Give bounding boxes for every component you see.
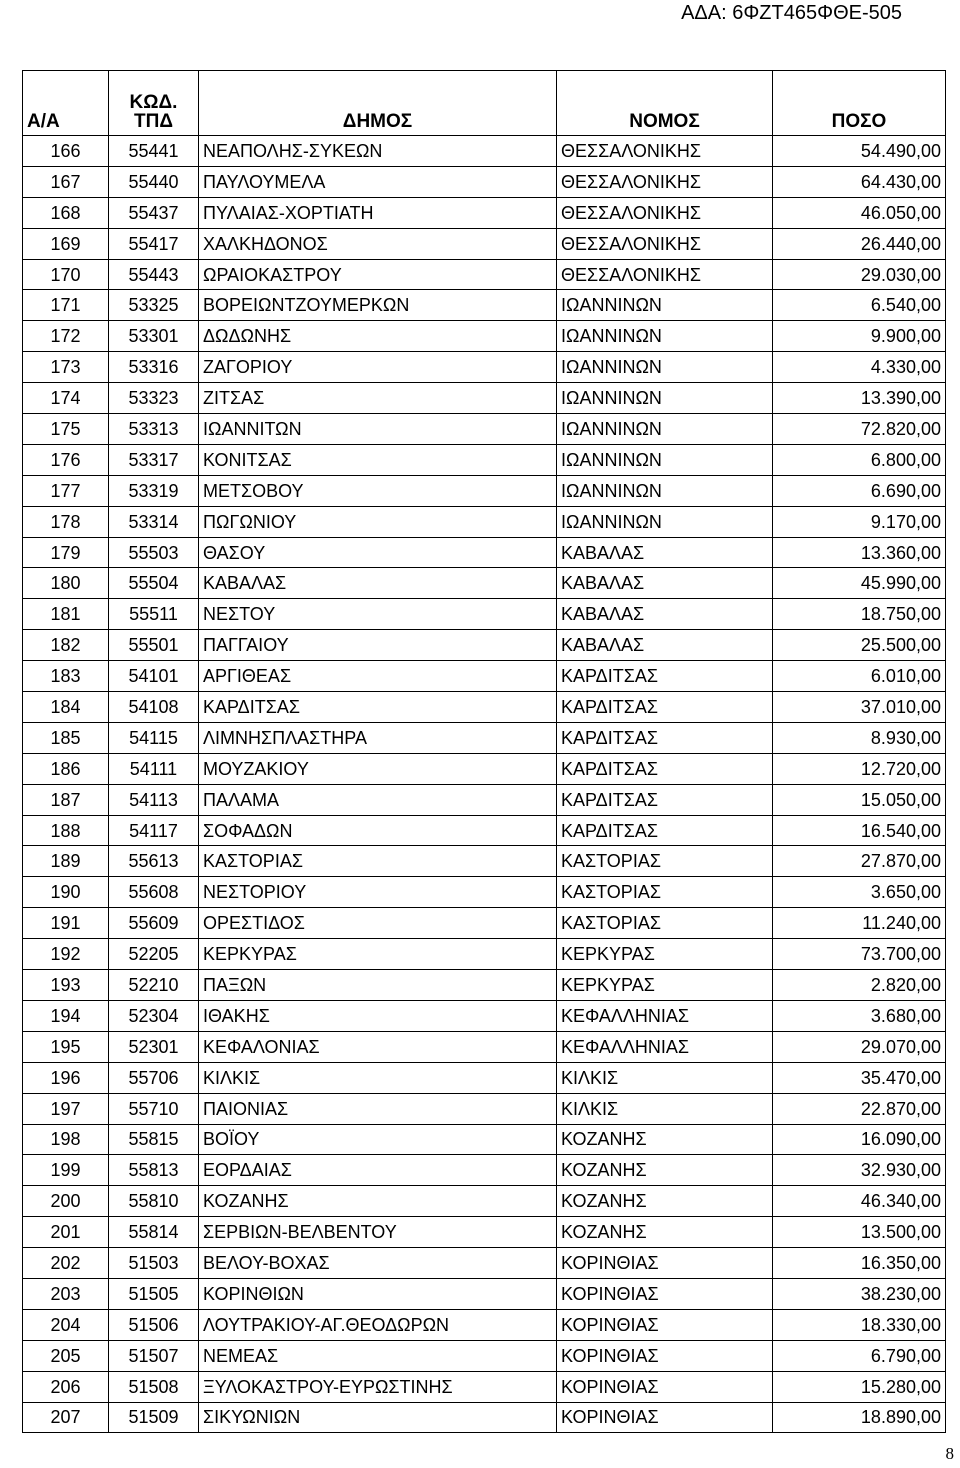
- table-row: [23, 136, 946, 167]
- cell-dimos: ΚΑΣΤΟΡΙΑΣ: [199, 846, 557, 877]
- column-header-poso: ΠΟΣΟ: [773, 71, 946, 136]
- cell-nomos: ΚΟΡΙΝΘΙΑΣ: [557, 1371, 773, 1402]
- table-row: [23, 939, 946, 970]
- cell-poso: 8.930,00: [773, 722, 946, 753]
- cell-poso: 15.280,00: [773, 1371, 946, 1402]
- cell-code: 55814: [109, 1217, 199, 1248]
- cell-aa: 201: [23, 1217, 109, 1248]
- cell-poso: 18.330,00: [773, 1309, 946, 1340]
- cell-code: 55437: [109, 197, 199, 228]
- cell-aa: 177: [23, 475, 109, 506]
- cell-code: 55511: [109, 599, 199, 630]
- cell-code: 55706: [109, 1062, 199, 1093]
- cell-aa: 175: [23, 414, 109, 445]
- cell-nomos: ΘΕΣΣΑΛΟΝΙΚΗΣ: [557, 228, 773, 259]
- table-row: [23, 1278, 946, 1309]
- cell-nomos: ΙΩΑΝΝΙΝΩΝ: [557, 506, 773, 537]
- cell-aa: 195: [23, 1031, 109, 1062]
- cell-code: 53325: [109, 290, 199, 321]
- cell-aa: 187: [23, 784, 109, 815]
- cell-dimos: ΙΘΑΚΗΣ: [199, 1000, 557, 1031]
- cell-nomos: ΚΑΣΤΟΡΙΑΣ: [557, 846, 773, 877]
- table-row: [23, 1371, 946, 1402]
- column-header-code-line1: ΚΩΔ.: [129, 92, 178, 113]
- header-row: [23, 71, 946, 136]
- table-header: [23, 71, 946, 136]
- cell-code: 51503: [109, 1248, 199, 1279]
- cell-dimos: ΛΙΜΝΗΣΠΛΑΣΤΗΡΑ: [199, 722, 557, 753]
- cell-poso: 16.090,00: [773, 1124, 946, 1155]
- cell-dimos: ΠΑΙΟΝΙΑΣ: [199, 1093, 557, 1124]
- cell-aa: 198: [23, 1124, 109, 1155]
- cell-nomos: ΘΕΣΣΑΛΟΝΙΚΗΣ: [557, 197, 773, 228]
- cell-nomos: ΚΑΡΔΙΤΣΑΣ: [557, 692, 773, 723]
- cell-aa: 171: [23, 290, 109, 321]
- cell-dimos: ΝΕΣΤΟΡΙΟΥ: [199, 877, 557, 908]
- cell-dimos: ΚΑΡΔΙΤΣΑΣ: [199, 692, 557, 723]
- cell-nomos: ΚΟΡΙΝΘΙΑΣ: [557, 1248, 773, 1279]
- cell-code: 55609: [109, 908, 199, 939]
- cell-code: 55443: [109, 259, 199, 290]
- cell-poso: 32.930,00: [773, 1155, 946, 1186]
- cell-code: 55441: [109, 136, 199, 167]
- cell-aa: 185: [23, 722, 109, 753]
- cell-nomos: ΚΟΖΑΝΗΣ: [557, 1124, 773, 1155]
- cell-poso: 6.010,00: [773, 661, 946, 692]
- table-row: [23, 1309, 946, 1340]
- cell-aa: 169: [23, 228, 109, 259]
- table-row: [23, 290, 946, 321]
- cell-poso: 54.490,00: [773, 136, 946, 167]
- column-header-aa: Α/Α: [23, 71, 109, 136]
- cell-nomos: ΚΑΣΤΟΡΙΑΣ: [557, 877, 773, 908]
- cell-nomos: ΙΩΑΝΝΙΝΩΝ: [557, 321, 773, 352]
- cell-poso: 3.680,00: [773, 1000, 946, 1031]
- ada-header: ΑΔΑ: 6ΦΖΤ465ΦΘΕ-505: [681, 2, 902, 24]
- cell-aa: 166: [23, 136, 109, 167]
- cell-code: 52205: [109, 939, 199, 970]
- cell-aa: 172: [23, 321, 109, 352]
- table-row: [23, 846, 946, 877]
- cell-dimos: ΕΟΡΔΑΙΑΣ: [199, 1155, 557, 1186]
- cell-poso: 6.690,00: [773, 475, 946, 506]
- cell-nomos: ΘΕΣΣΑΛΟΝΙΚΗΣ: [557, 166, 773, 197]
- table-row: [23, 1248, 946, 1279]
- cell-nomos: ΚΕΡΚΥΡΑΣ: [557, 970, 773, 1001]
- cell-poso: 6.540,00: [773, 290, 946, 321]
- cell-nomos: ΚΑΡΔΙΤΣΑΣ: [557, 722, 773, 753]
- cell-poso: 4.330,00: [773, 352, 946, 383]
- cell-code: 54108: [109, 692, 199, 723]
- table-row: [23, 970, 946, 1001]
- table-row: [23, 661, 946, 692]
- cell-poso: 27.870,00: [773, 846, 946, 877]
- cell-poso: 38.230,00: [773, 1278, 946, 1309]
- table-row: [23, 1062, 946, 1093]
- cell-poso: 45.990,00: [773, 568, 946, 599]
- cell-dimos: ΚΙΛΚΙΣ: [199, 1062, 557, 1093]
- cell-code: 51508: [109, 1371, 199, 1402]
- cell-poso: 16.540,00: [773, 815, 946, 846]
- table-row: [23, 784, 946, 815]
- cell-code: 54117: [109, 815, 199, 846]
- cell-code: 53323: [109, 383, 199, 414]
- table-row: [23, 722, 946, 753]
- cell-dimos: ΝΕΑΠΟΛΗΣ-ΣΥΚΕΩΝ: [199, 136, 557, 167]
- cell-nomos: ΙΩΑΝΝΙΝΩΝ: [557, 290, 773, 321]
- cell-nomos: ΙΩΑΝΝΙΝΩΝ: [557, 475, 773, 506]
- cell-aa: 168: [23, 197, 109, 228]
- cell-nomos: ΚΟΡΙΝΘΙΑΣ: [557, 1278, 773, 1309]
- cell-code: 55608: [109, 877, 199, 908]
- table-row: [23, 321, 946, 352]
- cell-aa: 207: [23, 1402, 109, 1433]
- cell-aa: 180: [23, 568, 109, 599]
- cell-nomos: ΚΕΦΑΛΛΗΝΙΑΣ: [557, 1031, 773, 1062]
- cell-poso: 6.800,00: [773, 444, 946, 475]
- table-body: [23, 136, 946, 1433]
- cell-nomos: ΚΑΡΔΙΤΣΑΣ: [557, 661, 773, 692]
- cell-nomos: ΚΟΖΑΝΗΣ: [557, 1186, 773, 1217]
- cell-aa: 193: [23, 970, 109, 1001]
- cell-poso: 6.790,00: [773, 1340, 946, 1371]
- cell-nomos: ΚΟΖΑΝΗΣ: [557, 1217, 773, 1248]
- cell-aa: 188: [23, 815, 109, 846]
- cell-dimos: ΚΕΦΑΛΟΝΙΑΣ: [199, 1031, 557, 1062]
- cell-poso: 46.050,00: [773, 197, 946, 228]
- cell-aa: 167: [23, 166, 109, 197]
- cell-dimos: ΠΩΓΩΝΙΟΥ: [199, 506, 557, 537]
- cell-dimos: ΣΕΡΒΙΩΝ-ΒΕΛΒΕΝΤΟΥ: [199, 1217, 557, 1248]
- cell-poso: 35.470,00: [773, 1062, 946, 1093]
- table-row: [23, 475, 946, 506]
- cell-aa: 181: [23, 599, 109, 630]
- cell-code: 53316: [109, 352, 199, 383]
- cell-code: 53317: [109, 444, 199, 475]
- cell-code: 54113: [109, 784, 199, 815]
- cell-poso: 73.700,00: [773, 939, 946, 970]
- cell-dimos: ΚΑΒΑΛΑΣ: [199, 568, 557, 599]
- cell-dimos: ΟΡΕΣΤΙΔΟΣ: [199, 908, 557, 939]
- cell-nomos: ΚΟΡΙΝΘΙΑΣ: [557, 1340, 773, 1371]
- cell-dimos: ΚΟΝΙΤΣΑΣ: [199, 444, 557, 475]
- cell-poso: 9.900,00: [773, 321, 946, 352]
- cell-code: 52301: [109, 1031, 199, 1062]
- cell-poso: 37.010,00: [773, 692, 946, 723]
- cell-dimos: ΜΟΥΖΑΚΙΟΥ: [199, 753, 557, 784]
- table-row: [23, 197, 946, 228]
- cell-code: 55417: [109, 228, 199, 259]
- table-row: [23, 692, 946, 723]
- table-row: [23, 1031, 946, 1062]
- table-row: [23, 414, 946, 445]
- cell-poso: 13.500,00: [773, 1217, 946, 1248]
- table-row: [23, 1155, 946, 1186]
- cell-code: 54111: [109, 753, 199, 784]
- cell-aa: 197: [23, 1093, 109, 1124]
- cell-nomos: ΚΑΣΤΟΡΙΑΣ: [557, 908, 773, 939]
- cell-nomos: ΚΑΒΑΛΑΣ: [557, 630, 773, 661]
- cell-poso: 26.440,00: [773, 228, 946, 259]
- cell-nomos: ΚΙΛΚΙΣ: [557, 1062, 773, 1093]
- cell-dimos: ΧΑΛΚΗΔΟΝΟΣ: [199, 228, 557, 259]
- cell-code: 52304: [109, 1000, 199, 1031]
- cell-poso: 29.070,00: [773, 1031, 946, 1062]
- cell-aa: 203: [23, 1278, 109, 1309]
- cell-dimos: ΔΩΔΩΝΗΣ: [199, 321, 557, 352]
- cell-dimos: ΝΕΣΤΟΥ: [199, 599, 557, 630]
- cell-aa: 196: [23, 1062, 109, 1093]
- cell-dimos: ΣΙΚΥΩΝΙΩΝ: [199, 1402, 557, 1433]
- cell-nomos: ΚΙΛΚΙΣ: [557, 1093, 773, 1124]
- table-row: [23, 1000, 946, 1031]
- cell-dimos: ΚΟΖΑΝΗΣ: [199, 1186, 557, 1217]
- cell-dimos: ΘΑΣΟΥ: [199, 537, 557, 568]
- cell-dimos: ΒΟΡΕΙΩΝΤΖΟΥΜΕΡΚΩΝ: [199, 290, 557, 321]
- cell-code: 55503: [109, 537, 199, 568]
- table-row: [23, 383, 946, 414]
- cell-dimos: ΒΕΛΟΥ-ΒΟΧΑΣ: [199, 1248, 557, 1279]
- cell-code: 55504: [109, 568, 199, 599]
- cell-poso: 13.390,00: [773, 383, 946, 414]
- table-row: [23, 352, 946, 383]
- cell-dimos: ΣΟΦΑΔΩΝ: [199, 815, 557, 846]
- cell-aa: 189: [23, 846, 109, 877]
- cell-code: 51509: [109, 1402, 199, 1433]
- column-header-nomos: ΝΟΜΟΣ: [557, 71, 773, 136]
- cell-aa: 192: [23, 939, 109, 970]
- table-row: [23, 908, 946, 939]
- cell-nomos: ΙΩΑΝΝΙΝΩΝ: [557, 414, 773, 445]
- cell-dimos: ΞΥΛΟΚΑΣΤΡΟΥ-ΕΥΡΩΣΤΙΝΗΣ: [199, 1371, 557, 1402]
- cell-aa: 199: [23, 1155, 109, 1186]
- cell-poso: 64.430,00: [773, 166, 946, 197]
- table-row: [23, 1340, 946, 1371]
- cell-dimos: ΑΡΓΙΘΕΑΣ: [199, 661, 557, 692]
- cell-code: 53313: [109, 414, 199, 445]
- cell-aa: 170: [23, 259, 109, 290]
- cell-nomos: ΚΑΒΑΛΑΣ: [557, 568, 773, 599]
- cell-poso: 11.240,00: [773, 908, 946, 939]
- cell-aa: 179: [23, 537, 109, 568]
- cell-poso: 16.350,00: [773, 1248, 946, 1279]
- cell-code: 53314: [109, 506, 199, 537]
- cell-aa: 174: [23, 383, 109, 414]
- cell-nomos: ΙΩΑΝΝΙΝΩΝ: [557, 383, 773, 414]
- table-row: [23, 444, 946, 475]
- cell-aa: 183: [23, 661, 109, 692]
- cell-poso: 72.820,00: [773, 414, 946, 445]
- cell-dimos: ΩΡΑΙΟΚΑΣΤΡΟΥ: [199, 259, 557, 290]
- cell-code: 51506: [109, 1309, 199, 1340]
- cell-aa: 202: [23, 1248, 109, 1279]
- cell-nomos: ΙΩΑΝΝΙΝΩΝ: [557, 444, 773, 475]
- cell-code: 55613: [109, 846, 199, 877]
- cell-code: 55815: [109, 1124, 199, 1155]
- cell-poso: 3.650,00: [773, 877, 946, 908]
- table-row: [23, 568, 946, 599]
- cell-aa: 182: [23, 630, 109, 661]
- cell-poso: 25.500,00: [773, 630, 946, 661]
- cell-nomos: ΚΟΖΑΝΗΣ: [557, 1155, 773, 1186]
- cell-aa: 204: [23, 1309, 109, 1340]
- cell-nomos: ΘΕΣΣΑΛΟΝΙΚΗΣ: [557, 259, 773, 290]
- cell-nomos: ΚΑΡΔΙΤΣΑΣ: [557, 815, 773, 846]
- cell-code: 51505: [109, 1278, 199, 1309]
- cell-aa: 176: [23, 444, 109, 475]
- cell-dimos: ΚΟΡΙΝΘΙΩΝ: [199, 1278, 557, 1309]
- table-row: [23, 228, 946, 259]
- table-row: [23, 259, 946, 290]
- cell-dimos: ΠΥΛΑΙΑΣ-ΧΟΡΤΙΑΤΗ: [199, 197, 557, 228]
- column-header-code: [109, 71, 199, 136]
- cell-poso: 15.050,00: [773, 784, 946, 815]
- allocation-table: [22, 70, 946, 1433]
- table-row: [23, 1402, 946, 1433]
- cell-dimos: ΙΩΑΝΝΙΤΩΝ: [199, 414, 557, 445]
- page-number: 8: [945, 1444, 954, 1463]
- cell-aa: 190: [23, 877, 109, 908]
- cell-poso: 12.720,00: [773, 753, 946, 784]
- table-row: [23, 815, 946, 846]
- cell-dimos: ΠΑΞΩΝ: [199, 970, 557, 1001]
- cell-dimos: ΖΑΓΟΡΙΟΥ: [199, 352, 557, 383]
- cell-nomos: ΚΟΡΙΝΘΙΑΣ: [557, 1309, 773, 1340]
- cell-aa: 186: [23, 753, 109, 784]
- cell-dimos: ΒΟΪΟΥ: [199, 1124, 557, 1155]
- table-row: [23, 630, 946, 661]
- cell-nomos: ΚΑΡΔΙΤΣΑΣ: [557, 784, 773, 815]
- table-row: [23, 877, 946, 908]
- cell-code: 53319: [109, 475, 199, 506]
- cell-aa: 205: [23, 1340, 109, 1371]
- cell-poso: 2.820,00: [773, 970, 946, 1001]
- cell-code: 55710: [109, 1093, 199, 1124]
- cell-nomos: ΚΑΒΑΛΑΣ: [557, 599, 773, 630]
- table-row: [23, 1217, 946, 1248]
- cell-poso: 46.340,00: [773, 1186, 946, 1217]
- cell-dimos: ΚΕΡΚΥΡΑΣ: [199, 939, 557, 970]
- table-row: [23, 166, 946, 197]
- cell-nomos: ΚΕΡΚΥΡΑΣ: [557, 939, 773, 970]
- cell-aa: 206: [23, 1371, 109, 1402]
- cell-dimos: ΠΑΓΓΑΙΟΥ: [199, 630, 557, 661]
- cell-aa: 200: [23, 1186, 109, 1217]
- cell-code: 55810: [109, 1186, 199, 1217]
- table-row: [23, 1124, 946, 1155]
- cell-code: 55813: [109, 1155, 199, 1186]
- cell-nomos: ΚΕΦΑΛΛΗΝΙΑΣ: [557, 1000, 773, 1031]
- cell-dimos: ΠΑΥΛΟΥΜΕΛΑ: [199, 166, 557, 197]
- table-row: [23, 753, 946, 784]
- table-row: [23, 599, 946, 630]
- cell-code: 52210: [109, 970, 199, 1001]
- cell-nomos: ΚΑΡΔΙΤΣΑΣ: [557, 753, 773, 784]
- cell-poso: 22.870,00: [773, 1093, 946, 1124]
- cell-code: 54101: [109, 661, 199, 692]
- cell-poso: 18.750,00: [773, 599, 946, 630]
- cell-nomos: ΙΩΑΝΝΙΝΩΝ: [557, 352, 773, 383]
- cell-poso: 29.030,00: [773, 259, 946, 290]
- table-row: [23, 1186, 946, 1217]
- cell-nomos: ΚΑΒΑΛΑΣ: [557, 537, 773, 568]
- cell-code: 55501: [109, 630, 199, 661]
- cell-dimos: ΖΙΤΣΑΣ: [199, 383, 557, 414]
- cell-code: 53301: [109, 321, 199, 352]
- cell-poso: 9.170,00: [773, 506, 946, 537]
- cell-aa: 173: [23, 352, 109, 383]
- table-row: [23, 1093, 946, 1124]
- cell-poso: 13.360,00: [773, 537, 946, 568]
- cell-code: 54115: [109, 722, 199, 753]
- cell-aa: 191: [23, 908, 109, 939]
- cell-nomos: ΚΟΡΙΝΘΙΑΣ: [557, 1402, 773, 1433]
- cell-code: 51507: [109, 1340, 199, 1371]
- cell-aa: 178: [23, 506, 109, 537]
- table-row: [23, 537, 946, 568]
- cell-nomos: ΘΕΣΣΑΛΟΝΙΚΗΣ: [557, 136, 773, 167]
- cell-dimos: ΠΑΛΑΜΑ: [199, 784, 557, 815]
- cell-aa: 194: [23, 1000, 109, 1031]
- cell-dimos: ΛΟΥΤΡΑΚΙΟΥ-ΑΓ.ΘΕΟΔΩΡΩΝ: [199, 1309, 557, 1340]
- column-header-code-line2: ΤΠΔ: [134, 111, 173, 132]
- column-header-dimos: ΔΗΜΟΣ: [199, 71, 557, 136]
- cell-dimos: ΜΕΤΣΟΒΟΥ: [199, 475, 557, 506]
- cell-code: 55440: [109, 166, 199, 197]
- table-row: [23, 506, 946, 537]
- cell-dimos: ΝΕΜΕΑΣ: [199, 1340, 557, 1371]
- cell-poso: 18.890,00: [773, 1402, 946, 1433]
- cell-aa: 184: [23, 692, 109, 723]
